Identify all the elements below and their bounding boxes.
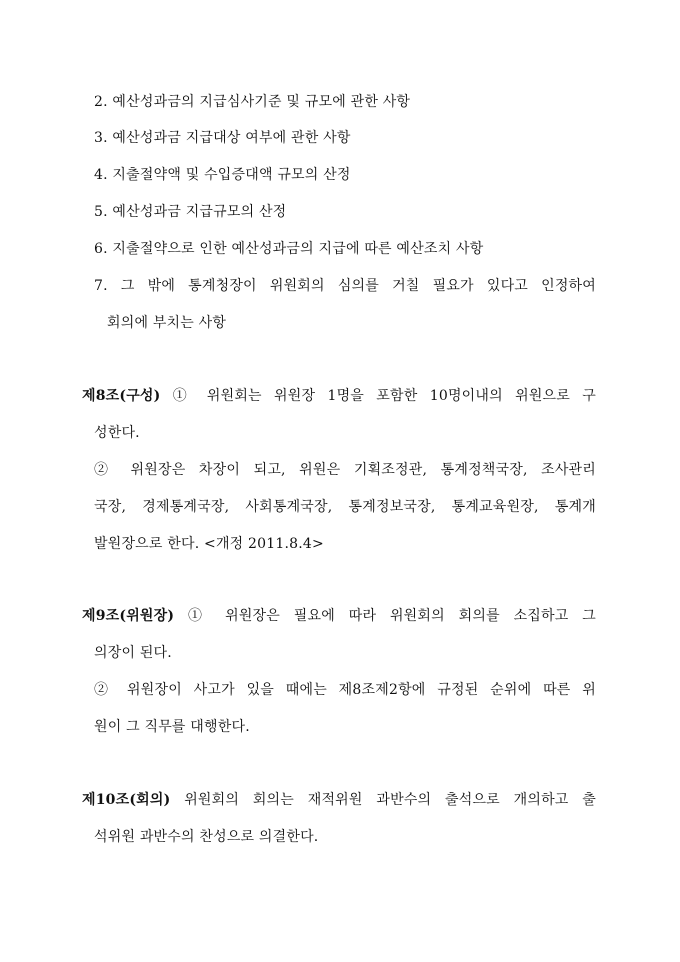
list-item-4 xyxy=(94,165,351,185)
list-number: 6. xyxy=(94,241,108,257)
list-item-3 xyxy=(94,128,351,148)
list-text: 예산성과금 지급규모의 산정 xyxy=(112,204,287,220)
list-number: 3. xyxy=(94,130,108,146)
list-item-6 xyxy=(94,239,483,259)
list-item-2 xyxy=(94,92,410,112)
article-10-body: 위원회의 회의는 재적위원 과반수의 출석으로 개의하고 출 xyxy=(184,792,596,808)
article-10-heading: 제10조(회의) xyxy=(82,792,171,808)
article-8-clause-2-line-1: ② 위원장은 차장이 되고, 위원은 기획조정관, 통계정책국장, 조사관리 xyxy=(94,462,596,478)
article-9-line-1 xyxy=(82,606,596,626)
article-9-clause-2-line-1: ② 위원장이 사고가 있을 때에는 제8조제2항에 규정된 순위에 따른 위 xyxy=(94,682,596,698)
list-item-7 xyxy=(94,276,596,296)
list-item-5 xyxy=(94,202,286,222)
list-text: 지출절약으로 인한 예산성과금의 지급에 따른 예산조치 사항 xyxy=(112,241,484,257)
article-8-clause-1: ① 위원회는 위원장 1명을 포함한 10명이내의 위원으로 구 xyxy=(172,388,597,404)
list-text: 예산성과금의 지급심사기준 및 규모에 관한 사항 xyxy=(112,94,411,110)
list-text: 지출절약액 및 수입증대액 규모의 산정 xyxy=(112,167,351,183)
article-9-line-2: 의장이 된다. xyxy=(94,645,172,661)
list-number: 2. xyxy=(94,94,108,110)
article-8-line-1 xyxy=(82,386,596,406)
article-9-clause-2-line-2: 원이 그 직무를 대행한다. xyxy=(94,719,250,735)
list-number: 4. xyxy=(94,167,108,183)
article-9-clause-1: ① 위원장은 필요에 따라 위원회의 회의를 소집하고 그 xyxy=(188,608,596,624)
list-item-7-continuation: 회의에 부치는 사항 xyxy=(107,315,227,331)
article-10-line-2: 석위원 과반수의 찬성으로 의결한다. xyxy=(94,829,319,845)
list-text: 그 밖에 통계청장이 위원회의 심의를 거칠 필요가 있다고 인정하여 xyxy=(120,278,596,294)
list-number: 5. xyxy=(94,204,108,220)
article-8-line-2: 성한다. xyxy=(94,425,140,441)
list-text: 예산성과금 지급대상 여부에 관한 사항 xyxy=(112,130,351,146)
list-number: 7. xyxy=(94,278,108,294)
article-10-line-1 xyxy=(82,790,596,810)
article-8-clause-2-line-2: 국장, 경제통계국장, 사회통계국장, 통계정보국장, 통계교육원장, 통계개 xyxy=(94,499,596,515)
article-8-heading: 제8조(구성) xyxy=(82,388,161,404)
article-8-clause-2-line-3: 발원장으로 한다. <개정 2011.8.4> xyxy=(94,536,324,552)
article-9-heading: 제9조(위원장) xyxy=(82,608,175,624)
